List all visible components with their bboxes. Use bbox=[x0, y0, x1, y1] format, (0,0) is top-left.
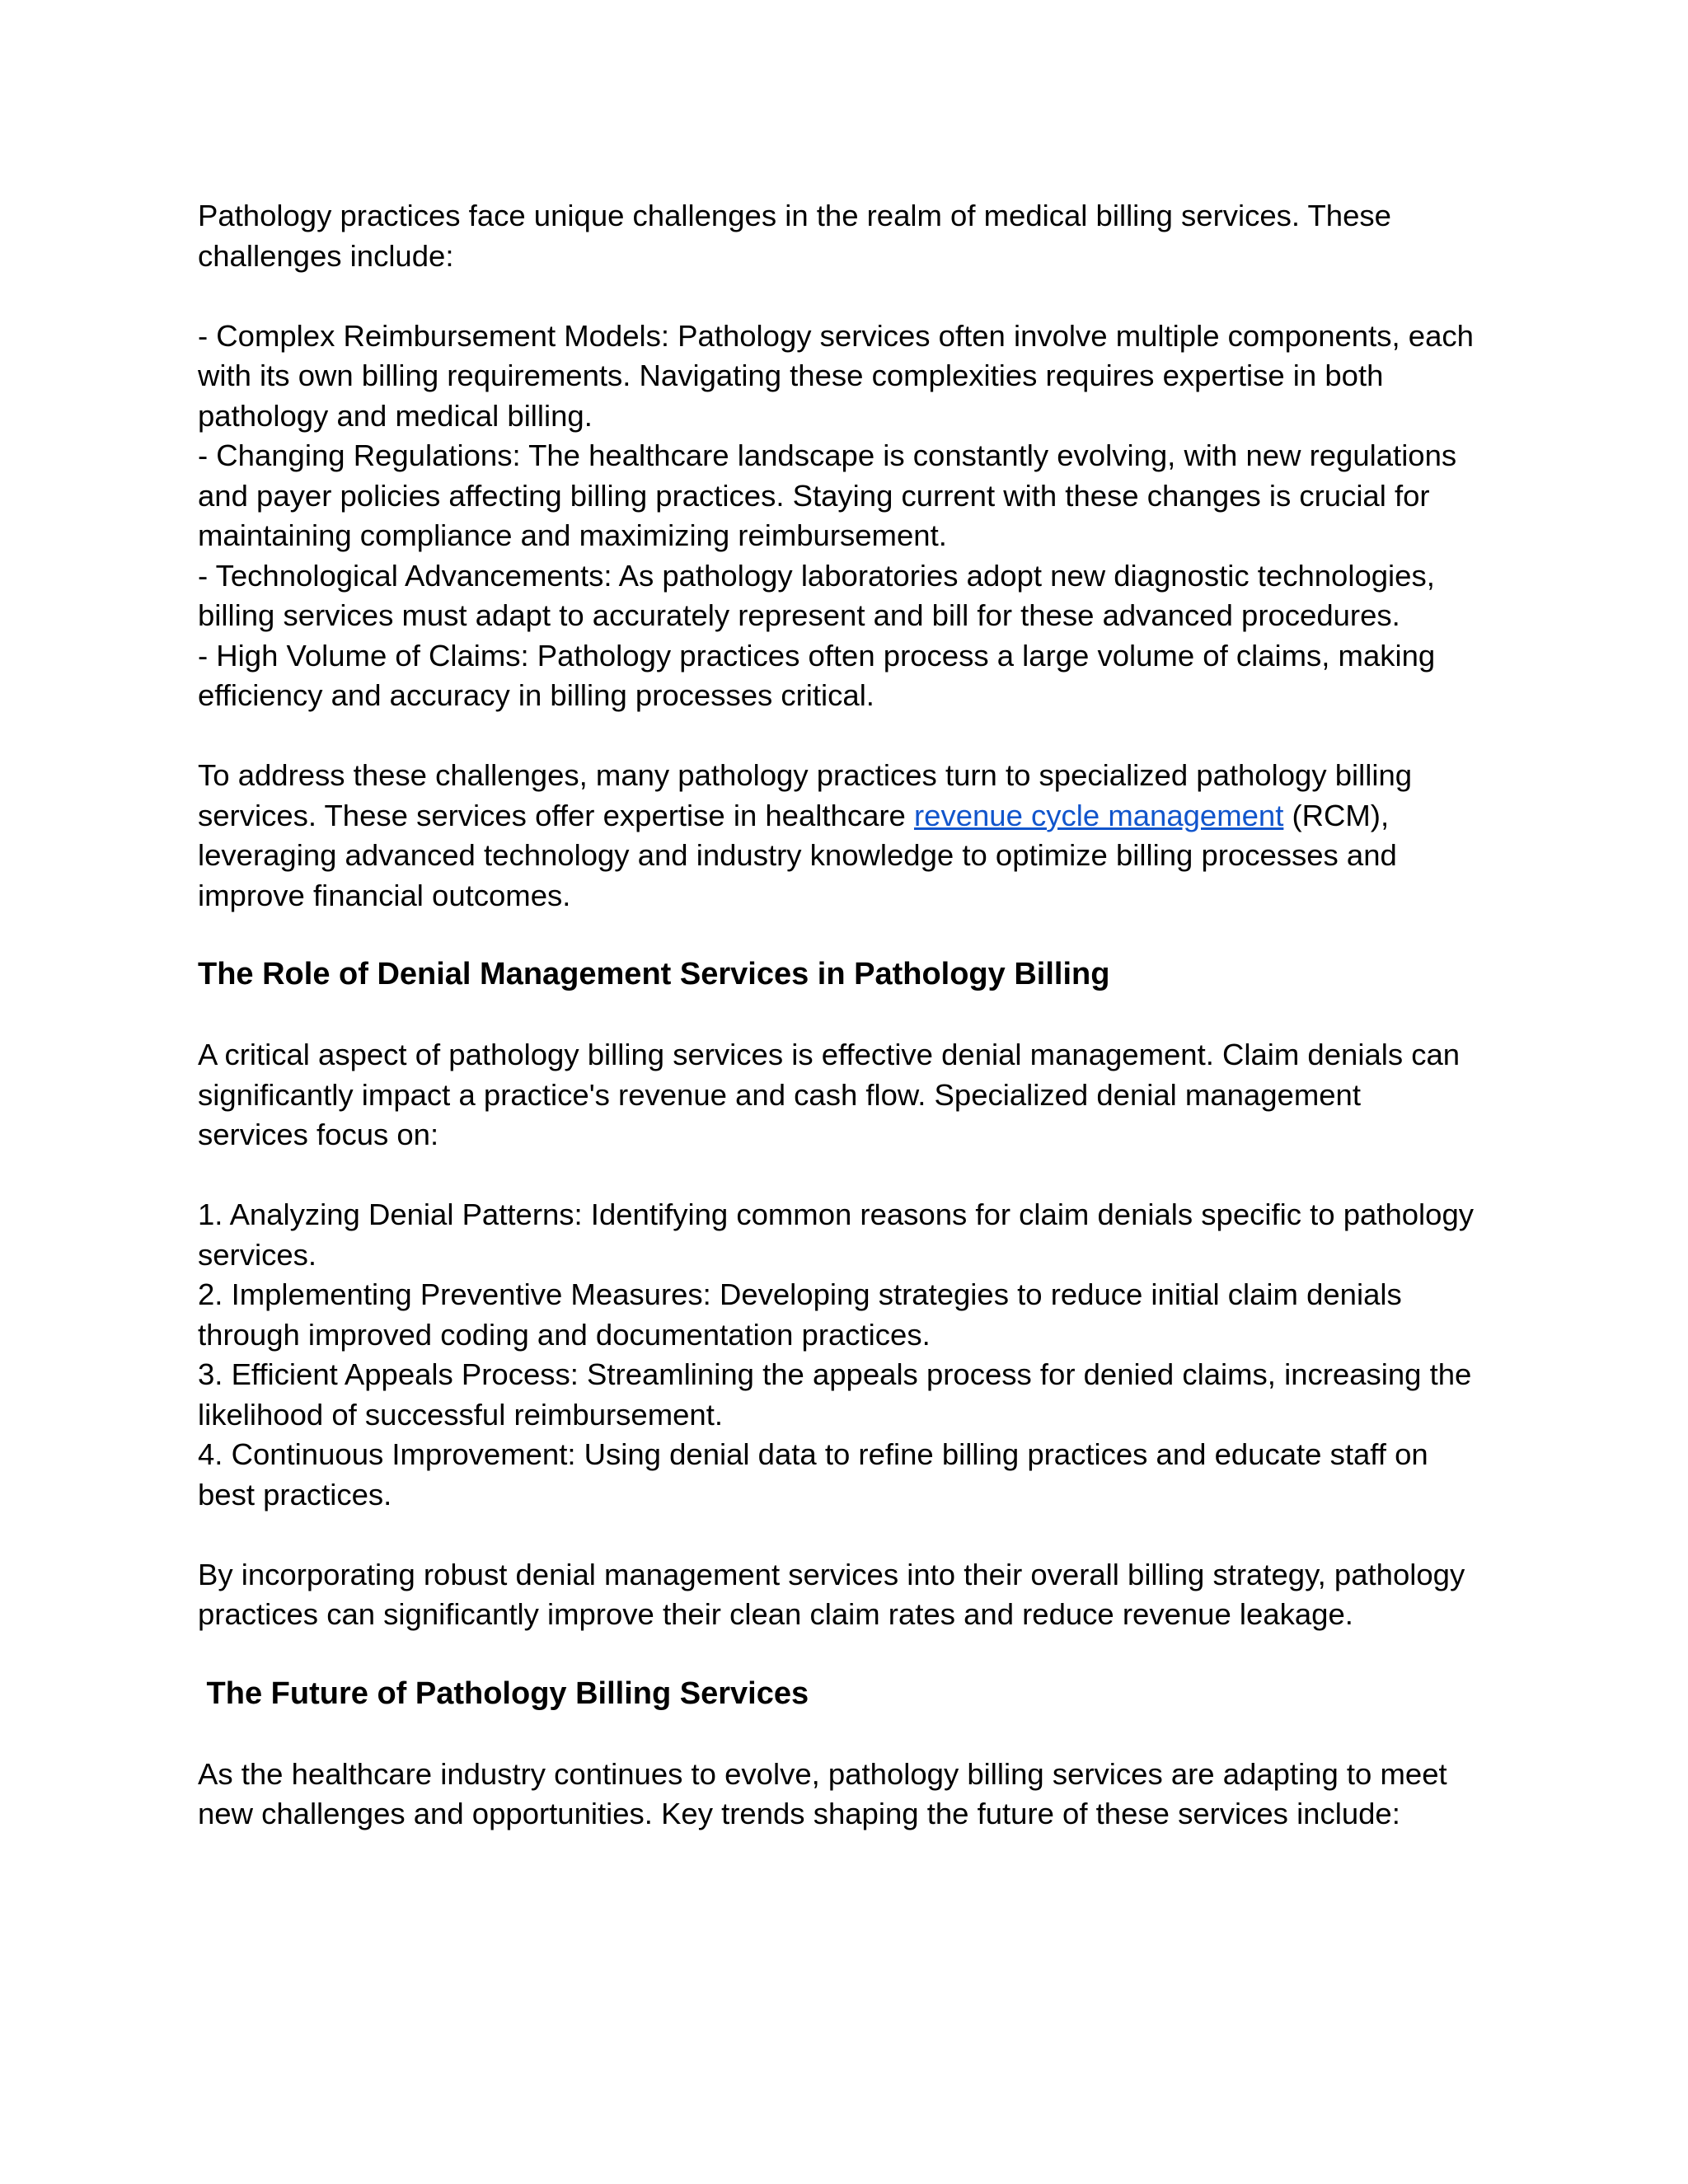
challenge-line: and payer policies affecting billing practices. Staying current with these changes is crucial for bbox=[198, 478, 1430, 513]
address-line: To address these challenges, many pathology practices turn to specialized pathology billing bbox=[198, 758, 1413, 792]
section-heading-future: The Future of Pathology Billing Services bbox=[198, 1675, 809, 1711]
future-intro-paragraph bbox=[198, 1755, 1508, 1835]
denial-closing-paragraph bbox=[198, 1555, 1508, 1635]
intro-paragraph bbox=[198, 196, 1508, 276]
address-text: services. These services offer expertise in healthcare bbox=[198, 798, 914, 832]
challenge-line: efficiency and accuracy in billing processes critical. bbox=[198, 678, 874, 712]
address-line: leveraging advanced technology and industry knowledge to optimize billing processes and bbox=[198, 838, 1397, 872]
revenue-cycle-management-link[interactable]: revenue cycle management bbox=[913, 798, 1284, 832]
challenge-line: maintaining compliance and maximizing reimbursement. bbox=[198, 518, 947, 552]
challenge-line: billing services must adapt to accurately represent and bill for these advanced procedures. bbox=[198, 598, 1400, 632]
denial-focus-line: 3. Efficient Appeals Process: Streamlining the appeals process for denied claims, increasing the bbox=[198, 1357, 1472, 1391]
denial-intro-line: A critical aspect of pathology billing services is effective denial management. Claim denials can bbox=[198, 1038, 1461, 1071]
denial-closing-line: practices can significantly improve their clean claim rates and reduce revenue leakage. bbox=[198, 1597, 1353, 1631]
denial-focus-line: likelihood of successful reimbursement. bbox=[198, 1397, 724, 1432]
denial-focus-item bbox=[198, 1355, 1508, 1435]
denial-intro-line: services focus on: bbox=[198, 1118, 439, 1151]
challenges-list bbox=[198, 316, 1508, 716]
challenge-line: with its own billing requirements. Navigating these complexities requires expertise in both bbox=[198, 359, 1384, 392]
intro-line: Pathology practices face unique challenges in the realm of medical billing services. These bbox=[198, 199, 1391, 232]
document-page bbox=[198, 196, 1508, 1835]
intro-line: challenges include: bbox=[198, 238, 454, 273]
address-line: improve financial outcomes. bbox=[198, 878, 571, 912]
future-intro-line: As the healthcare industry continues to evolve, pathology billing services are adapting to meet bbox=[198, 1756, 1447, 1791]
challenge-item bbox=[198, 636, 1508, 716]
denial-focus-line: 1. Analyzing Denial Patterns: Identifying common reasons for claim denials specific to pathology bbox=[198, 1197, 1475, 1231]
denial-focus-list bbox=[198, 1195, 1508, 1515]
challenge-line: - Technological Advancements: As pathology laboratories adopt new diagnostic technologies, bbox=[198, 558, 1435, 593]
denial-focus-line: 4. Continuous Improvement: Using denial data to refine billing practices and educate staff on bbox=[198, 1437, 1428, 1471]
section-heading-denial-management: The Role of Denial Management Services in Pathology Billing bbox=[198, 957, 1110, 991]
challenge-item bbox=[198, 316, 1508, 437]
address-text: (RCM), bbox=[1283, 798, 1390, 832]
challenge-line: - Changing Regulations: The healthcare landscape is constantly evolving, with new regulations bbox=[198, 438, 1457, 472]
denial-intro-paragraph bbox=[198, 1035, 1508, 1155]
denial-focus-line: best practices. bbox=[198, 1477, 392, 1511]
challenge-line: - Complex Reimbursement Models: Pathology services often involve multiple components, each bbox=[198, 318, 1474, 353]
denial-closing-line: By incorporating robust denial management services into their overall billing strategy, pathology bbox=[198, 1557, 1465, 1591]
challenge-line: pathology and medical billing. bbox=[198, 398, 593, 433]
denial-focus-item bbox=[198, 1435, 1508, 1515]
challenge-item bbox=[198, 556, 1508, 636]
future-intro-line: new challenges and opportunities. Key trends shaping the future of these services include: bbox=[198, 1797, 1400, 1830]
denial-focus-item bbox=[198, 1195, 1508, 1275]
denial-focus-line: services. bbox=[198, 1237, 317, 1272]
address-paragraph bbox=[198, 756, 1508, 916]
address-line-with-link bbox=[198, 796, 1508, 837]
denial-focus-item bbox=[198, 1275, 1508, 1355]
denial-intro-line: significantly impact a practice's revenue and cash flow. Specialized denial management bbox=[198, 1077, 1361, 1112]
challenge-line: - High Volume of Claims: Pathology practices often process a large volume of claims, making bbox=[198, 638, 1436, 673]
challenge-item bbox=[198, 436, 1508, 556]
denial-focus-line: 2. Implementing Preventive Measures: Developing strategies to reduce initial claim denials bbox=[198, 1277, 1402, 1311]
denial-focus-line: through improved coding and documentation practices. bbox=[198, 1317, 931, 1352]
